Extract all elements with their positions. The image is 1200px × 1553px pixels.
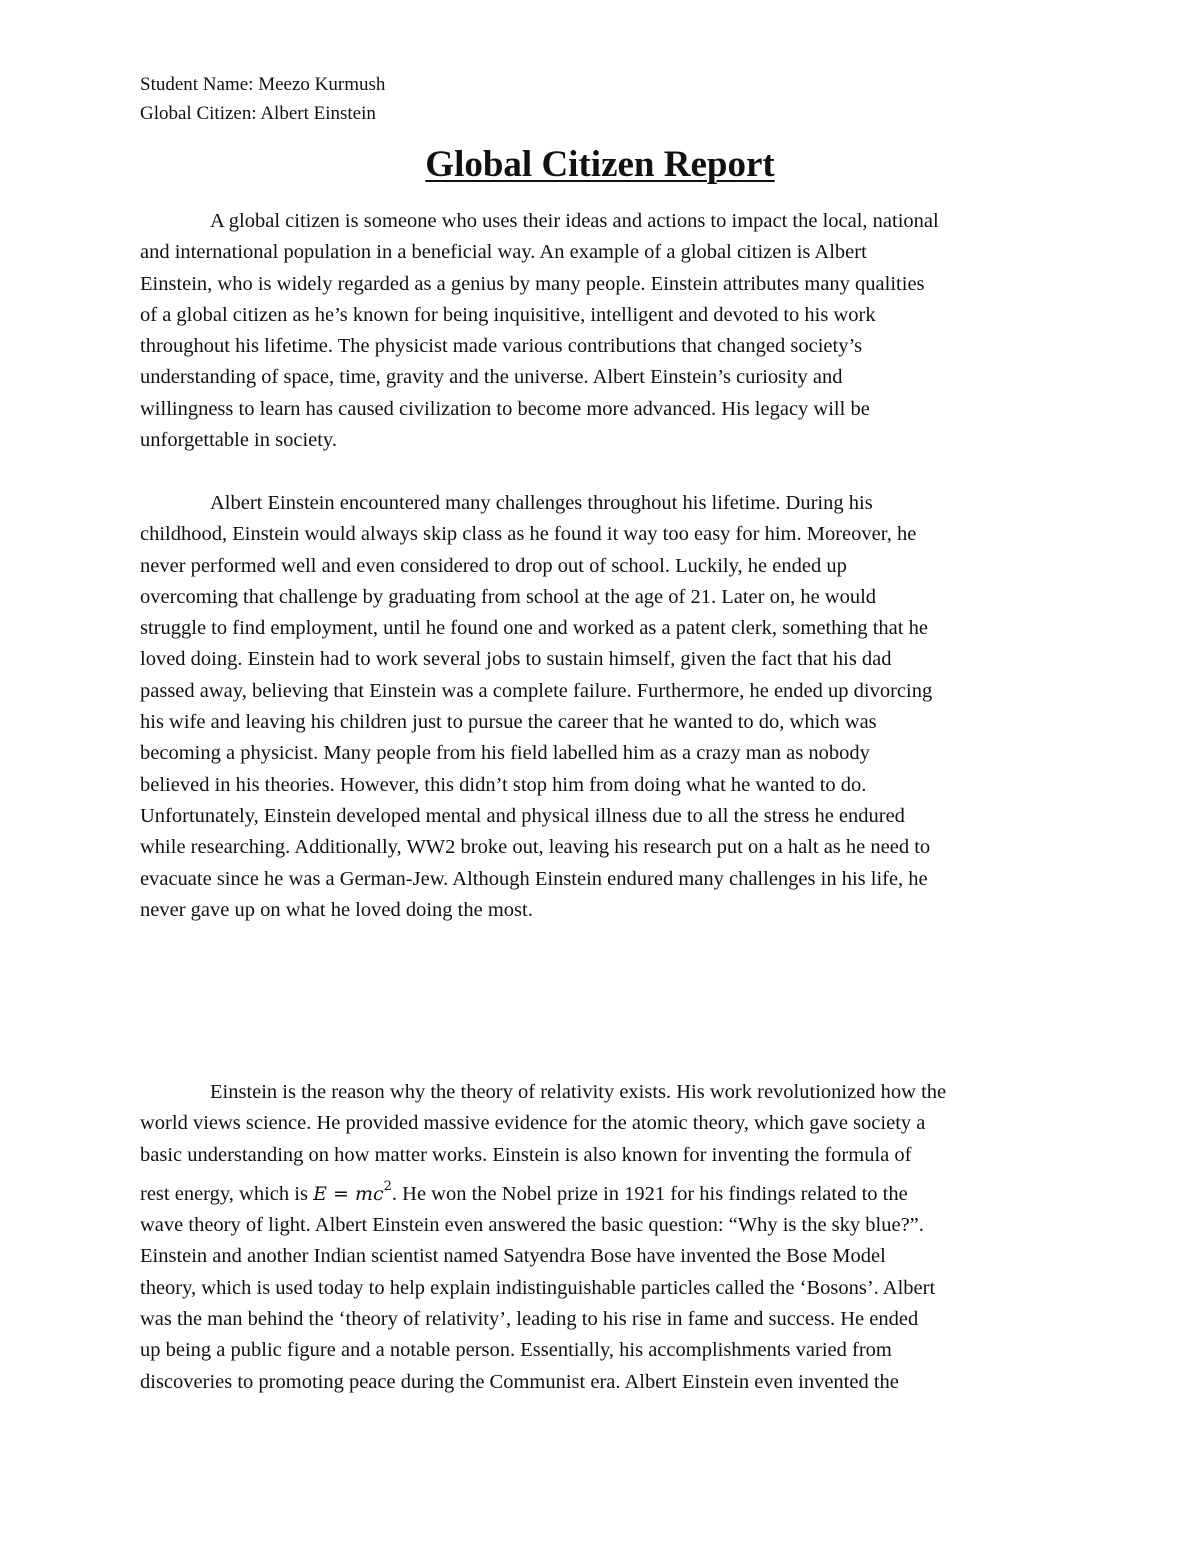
text-line: up being a public figure and a notable person. Essentially, his accomplishments varied from [140,1339,892,1362]
text-line: struggle to find employment, until he found one and worked as a patent clerk, something that he [140,617,928,640]
report-title: Global Citizen Report [425,144,775,185]
paragraph-challenges [140,488,1060,926]
text-line: unforgettable in society. [140,429,337,452]
text-line: Unfortunately, Einstein developed mental and physical illness due to all the stress he endured [140,804,905,827]
text-line: never performed well and even considered to drop out of school. Luckily, he ended up [140,554,847,577]
text-line: Einstein, who is widely regarded as a genius by many people. Einstein attributes many qualities [140,272,925,295]
text-line: childhood, Einstein would always skip class as he found it way too easy for him. Moreover, he [140,523,917,546]
student-name-line: Student Name: Meezo Kurmush [140,74,386,95]
text-line: becoming a physicist. Many people from his field labelled him as a crazy man as nobody [140,742,870,765]
text-line: Albert Einstein encountered many challenges throughout his lifetime. During his [210,492,873,514]
text-line: while researching. Additionally, WW2 broke out, leaving his research put on a halt as he need to [140,836,931,859]
text-line: his wife and leaving his children just to pursue the career that he wanted to do, which was [140,711,877,734]
equation-base: E = mc [313,1182,384,1205]
equation-line [140,1171,1060,1210]
text-line: theory, which is used today to help explain indistinguishable particles called the ‘Bosons’. Albert [140,1276,936,1299]
text-line: evacuate since he was a German-Jew. Although Einstein endured many challenges in his life, he [140,867,928,890]
text-line: overcoming that challenge by graduating from school at the age of 21. Later on, he would [140,585,877,608]
text-line: and international population in a beneficial way. An example of a global citizen is Albert [140,241,867,264]
text-line: understanding of space, time, gravity and the universe. Albert Einstein’s curiosity and [140,366,843,389]
text-line: throughout his lifetime. The physicist made various contributions that changed society’s [140,335,863,358]
text-line: willingness to learn has caused civilization to become more advanced. His legacy will be [140,397,870,420]
text-line: Einstein and another Indian scientist named Satyendra Bose have invented the Bose Model [140,1245,886,1268]
text-line: wave theory of light. Albert Einstein even answered the basic question: “Why is the sky blue?”. [140,1214,924,1237]
paragraph-achievements [140,1077,1060,1398]
equation-exponent: 2 [383,1178,392,1194]
text-line: discoveries to promoting peace during the Communist era. Albert Einstein even invented the [140,1370,899,1393]
text-line: world views science. He provided massive evidence for the atomic theory, which gave society a [140,1112,926,1135]
text-line: Einstein is the reason why the theory of relativity exists. His work revolutionized how the [210,1081,947,1103]
text-line: loved doing. Einstein had to work several jobs to sustain himself, given the fact that his dad [140,648,892,671]
text-line: believed in his theories. However, this didn’t stop him from doing what he wanted to do. [140,773,867,796]
equation-line-prefix: rest energy, which is [140,1182,314,1205]
text-line: of a global citizen as he’s known for being inquisitive, intelligent and devoted to his work [140,303,876,326]
text-line: basic understanding on how matter works. Einstein is also known for inventing the formula of [140,1143,912,1166]
document-header [140,70,1060,128]
equation-line-suffix: . He won the Nobel prize in 1921 for his findings related to the [391,1182,908,1205]
text-line: was the man behind the ‘theory of relativity’, leading to his rise in fame and success. He ended [140,1308,919,1331]
energy-equation [313,1178,392,1205]
global-citizen-line: Global Citizen: Albert Einstein [140,103,376,124]
text-line: A global citizen is someone who uses their ideas and actions to impact the local, national [210,210,939,232]
text-line: passed away, believing that Einstein was a complete failure. Furthermore, he ended up divorcing [140,679,933,702]
paragraph-intro [140,206,1060,456]
text-line: never gave up on what he loved doing the most. [140,898,533,921]
